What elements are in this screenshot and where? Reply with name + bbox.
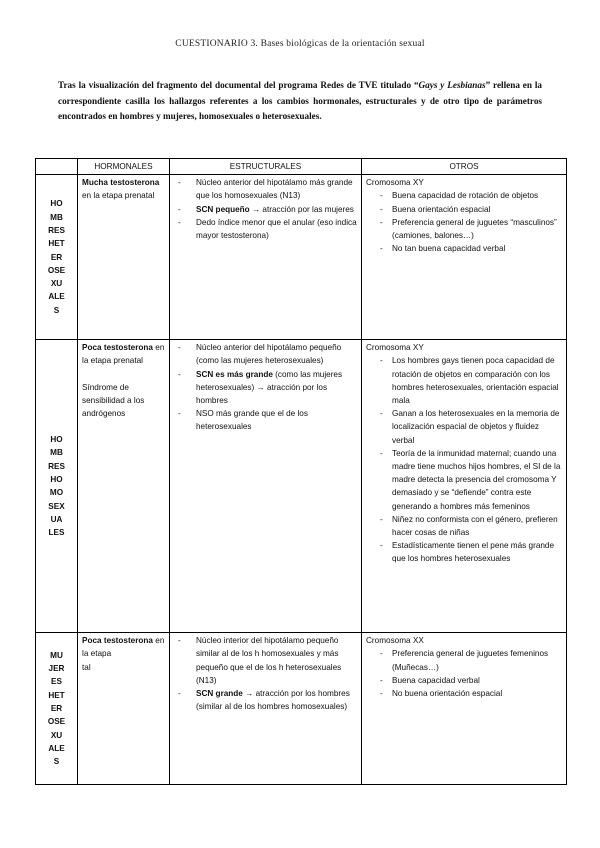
row-label-line: MU xyxy=(50,650,63,660)
chromosome-heading: Cromosoma XY xyxy=(366,178,424,188)
row-label-line: MO xyxy=(49,488,64,498)
table-row xyxy=(36,175,567,340)
cell-estructurales xyxy=(170,633,362,785)
row-label-line: HET xyxy=(48,239,65,249)
cell-text: en la etapa xyxy=(82,636,165,659)
header-hormonales: HORMONALES xyxy=(78,159,170,175)
row-label-line: ES xyxy=(51,677,62,687)
header-otros: OTROS xyxy=(362,159,567,175)
list-item: - Preferencia general de juguetes “masculinos” (camiones, balones…) xyxy=(366,216,562,242)
list-item xyxy=(174,368,357,408)
row-label-line: UA xyxy=(50,514,63,524)
list-item: - Ganan a los heterosexuales en la memoria de localización espacial de objetos y fluidez verbal xyxy=(366,407,562,447)
document-title: CUESTIONARIO 3. Bases biológicas de la orientación sexual xyxy=(175,39,425,49)
cell-hormonales xyxy=(78,633,170,785)
bold-text: Poca testosterona xyxy=(82,636,153,646)
row-label-line: SEX xyxy=(48,501,65,511)
row-label-line: RES xyxy=(48,225,65,235)
row-label-line: MB xyxy=(50,212,63,222)
list-item xyxy=(174,687,357,713)
cell-hormonales xyxy=(78,175,170,340)
list-item: - Dedo índice menor que el anular (eso indica mayor testosterona) xyxy=(174,216,357,242)
row-label-hombres-homosexuales xyxy=(36,340,78,633)
cell-text: tal xyxy=(82,662,91,672)
bold-text: SCN pequeño xyxy=(196,204,250,214)
list-item: - Núcleo anterior del hipotálamo pequeño (como las mujeres heterosexuales) xyxy=(174,341,357,367)
cell-estructurales xyxy=(170,175,362,340)
list-item: - No buena orientación espacial xyxy=(366,687,562,700)
list-item: - NSO más grande que el de los heterosexuales xyxy=(174,407,357,433)
intro-text-part2: ” rellena en la correspondiente casilla los hallazgos referentes a los cambios hormonales, estructurales y de otro tipo de parámetros encontrados en hombres y mujeres, homosexuales o heterosexuales. xyxy=(58,80,543,121)
row-label-line: HO xyxy=(50,199,63,209)
row-label-line: MB xyxy=(50,448,63,458)
table-header-row xyxy=(36,159,567,175)
row-label-line: S xyxy=(53,305,60,315)
row-label-line: ALE xyxy=(48,292,65,302)
findings-table xyxy=(35,158,567,785)
list-item: - Buena capacidad verbal xyxy=(366,674,562,687)
row-label-line: HO xyxy=(50,474,63,484)
row-label-line: HO xyxy=(50,435,63,445)
chromosome-heading: Cromosoma XX xyxy=(366,636,424,646)
bold-text: Poca testosterona xyxy=(82,343,153,353)
cell-estructurales xyxy=(170,340,362,633)
cell-otros xyxy=(362,175,567,340)
row-label-mujeres-heterosexuales xyxy=(36,633,78,785)
cell-otros xyxy=(362,633,567,785)
list-item xyxy=(174,203,357,216)
row-label-line: OSE xyxy=(47,717,66,727)
spacer xyxy=(82,368,165,381)
row-label-line: RES xyxy=(48,461,65,471)
row-label-line: XU xyxy=(50,730,63,740)
list-item: - Núcleo anterior del hipotálamo más grande que los homosexuales (N13) xyxy=(174,176,357,202)
bold-text: SCN es más grande xyxy=(196,369,273,379)
list-item: - Núcleo interior del hipotálamo pequeño similar al de los h homosexuales y más pequeño que el de los h heterosexuales (N13) xyxy=(174,634,357,687)
list-item: - Buena orientación espacial xyxy=(366,203,562,216)
cell-text: Síndrome de sensibilidad a los andrógenos xyxy=(82,382,145,419)
intro-paragraph xyxy=(58,78,542,125)
table-row xyxy=(36,340,567,633)
list-item: - Niñez no conformista con el género, prefieren hacer cosas de niñas xyxy=(366,513,562,539)
row-label-line: HET xyxy=(48,690,65,700)
row-label-line: ER xyxy=(50,252,63,262)
list-item: - Los hombres gays tienen poca capacidad de rotación de objetos en comparación con los hombres heterosexuales, orientación espacial mala xyxy=(366,354,562,407)
header-estructurales: ESTRUCTURALES xyxy=(170,159,362,175)
intro-italic-title: Gays y Lesbianas xyxy=(418,80,486,90)
row-label-hombres-heterosexuales xyxy=(36,175,78,340)
intro-text-part1: Tras la visualización del fragmento del documental del programa Redes de TVE titulado “ xyxy=(58,80,419,90)
cell-text: → atracción por las mujeres xyxy=(249,204,354,214)
cell-text: → atracción por los hombres (similar al de los hombres homosexuales) xyxy=(196,689,350,712)
row-label-line: JER xyxy=(48,664,65,674)
chromosome-heading: Cromosoma XY xyxy=(366,343,424,353)
list-item: - Estadísticamente tienen el pene más grande que los hombres heterosexuales xyxy=(366,539,562,565)
row-label-line: XU xyxy=(50,279,63,289)
list-item: - No tan buena capacidad verbal xyxy=(366,242,562,255)
row-label-line: ALE xyxy=(48,743,65,753)
row-label-line: ER xyxy=(50,704,63,714)
cell-otros xyxy=(362,340,567,633)
cell-text: en la etapa prenatal xyxy=(82,191,155,201)
list-item: - Teoría de la inmunidad maternal; cuando una madre tiene muchos hijos hombres, el SI de la madre detecta la presencia del cromosoma Y demasiado y se “defiende” contra este generando a hombres más femeninos xyxy=(366,447,562,513)
row-label-line: S xyxy=(53,757,60,767)
cell-text: en la etapa prenatal xyxy=(82,343,165,366)
row-label-line: LES xyxy=(48,528,65,538)
table-row xyxy=(36,633,567,785)
bold-text: SCN grande xyxy=(196,689,243,699)
cell-text: (como las mujeres heterosexuales) → atracción por los hombres xyxy=(196,369,343,406)
bold-text: Mucha testosterona xyxy=(82,178,160,188)
list-item: - Buena capacidad de rotación de objetos xyxy=(366,189,562,202)
cell-hormonales xyxy=(78,340,170,633)
list-item: - Preferencia general de juguetes femeninos (Muñecas…) xyxy=(366,647,562,673)
header-empty xyxy=(36,159,78,175)
row-label-line: OSE xyxy=(47,265,66,275)
